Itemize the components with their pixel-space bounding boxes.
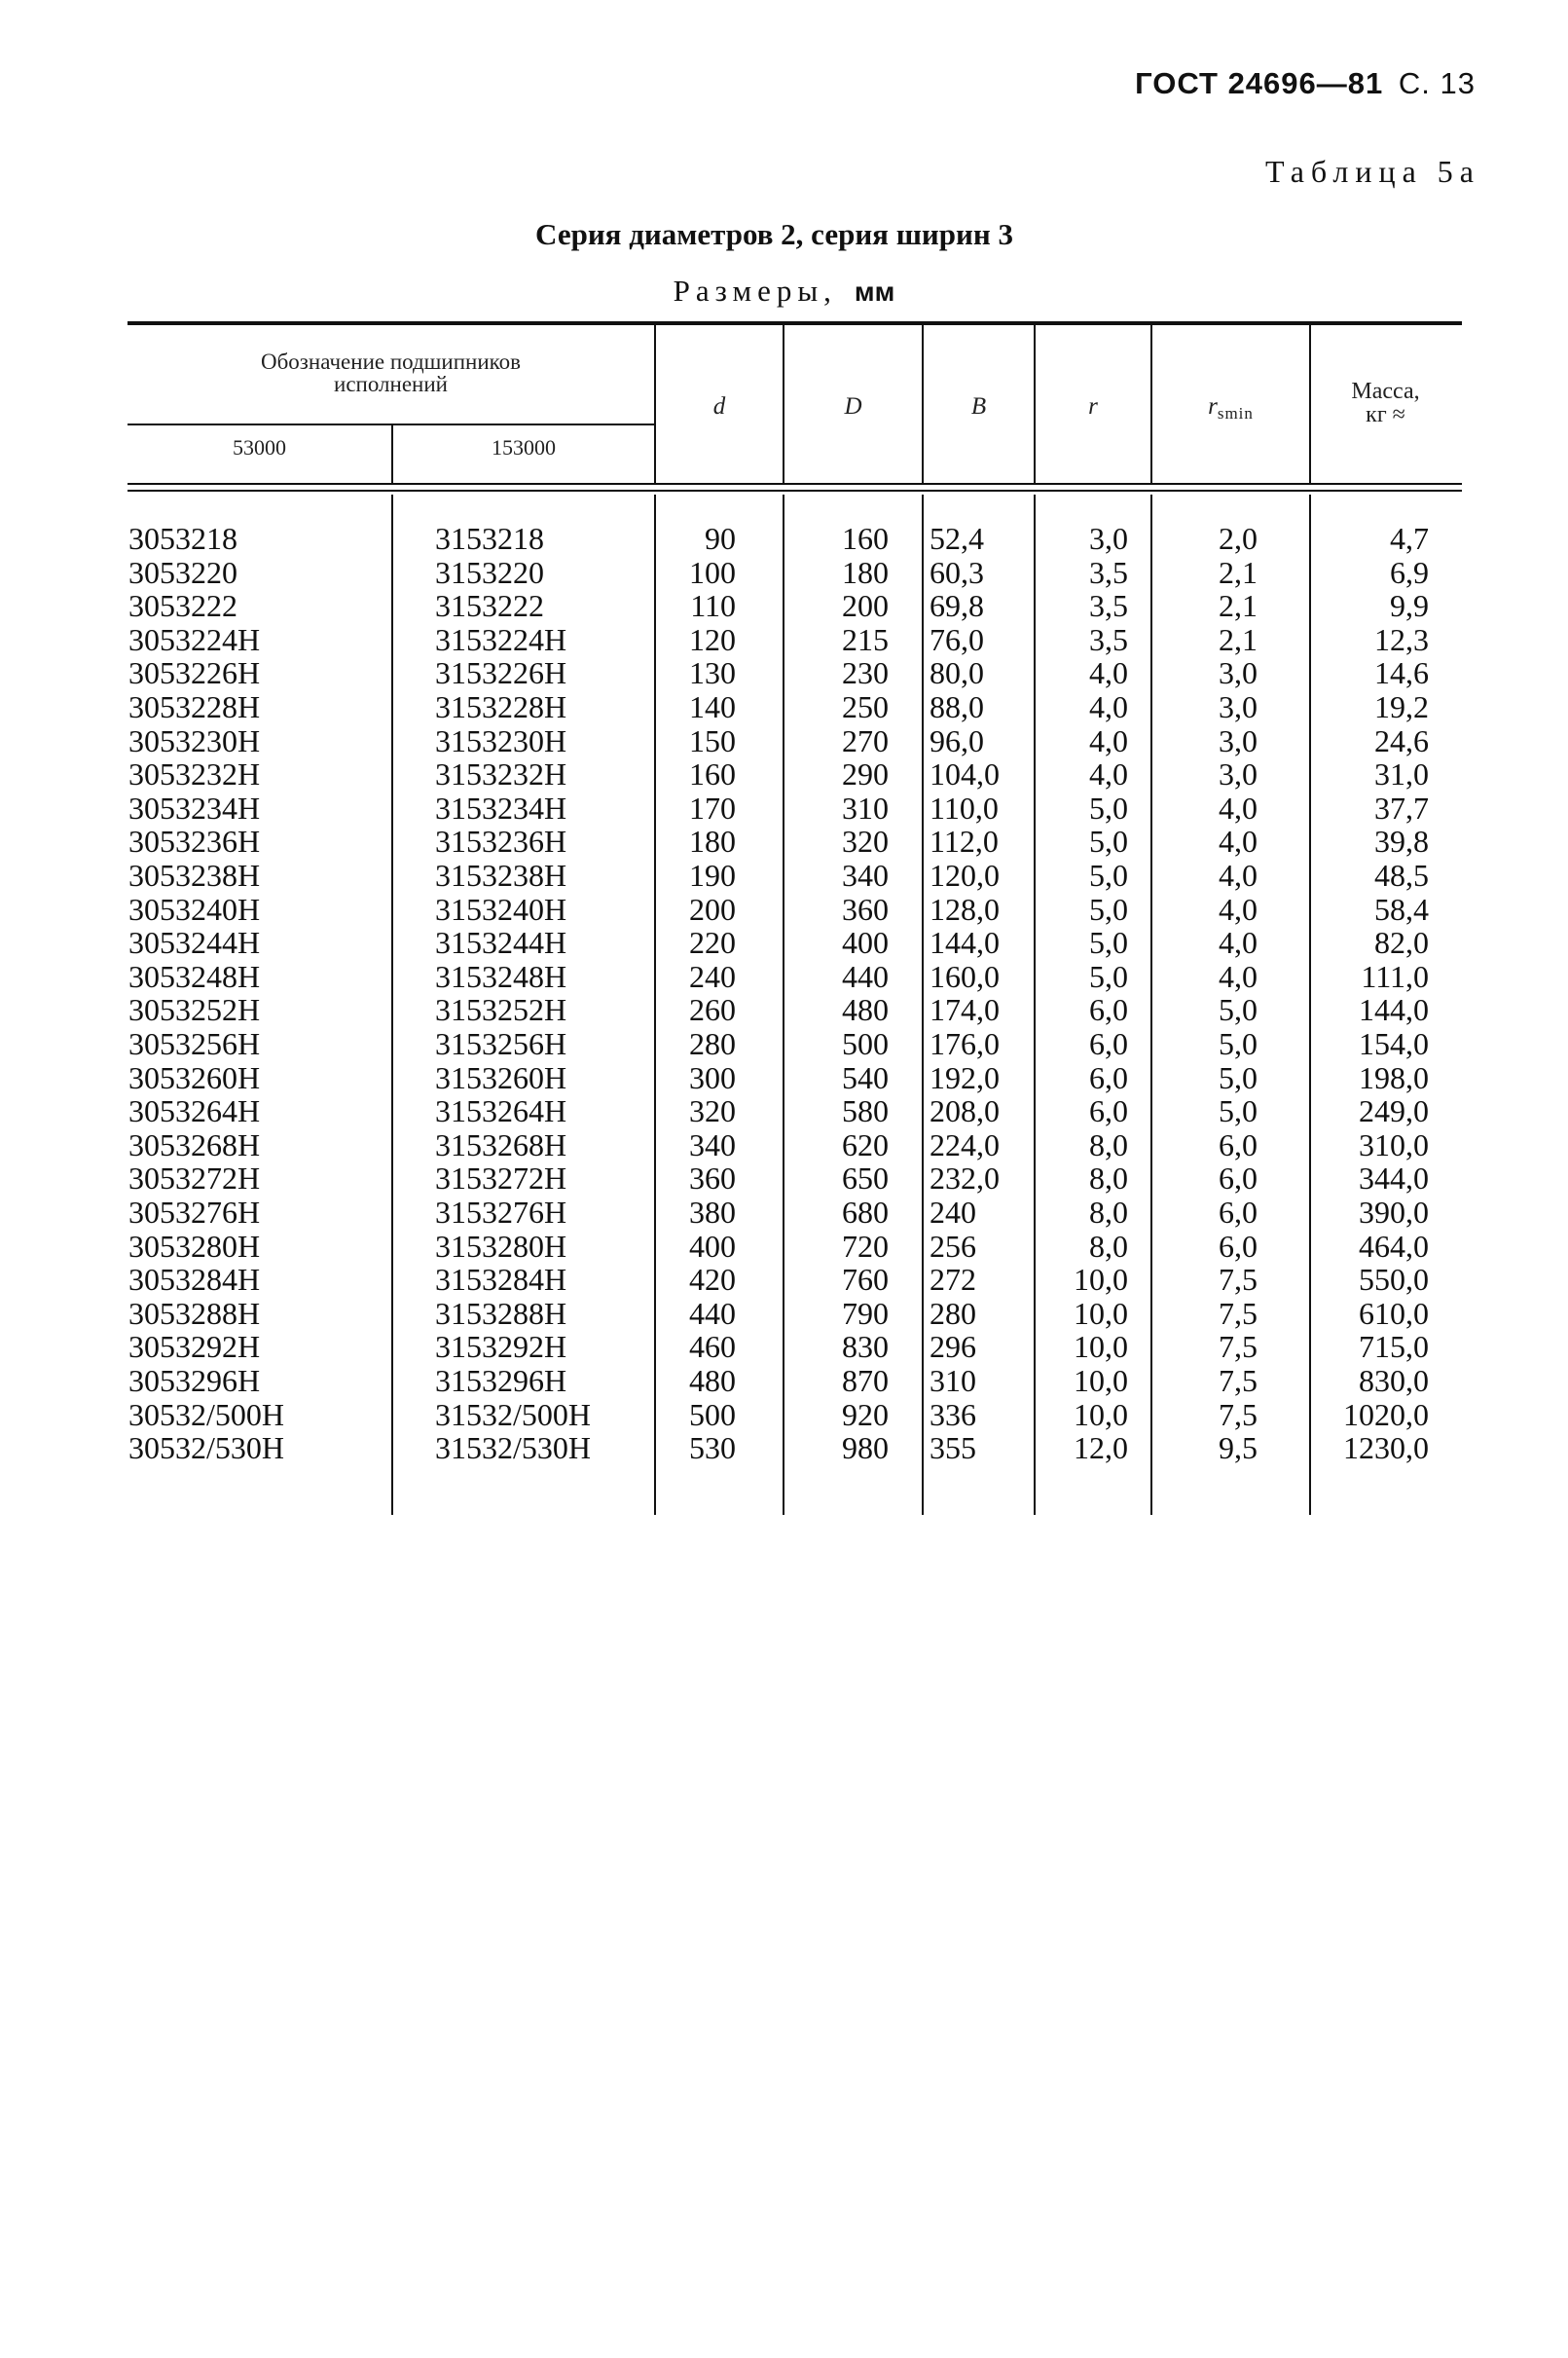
cell-D: 980 [842, 1430, 889, 1466]
cell-r: 6,0 [1089, 1026, 1128, 1061]
cell-B: 296 [930, 1329, 976, 1365]
cell-53000: 3053276H [128, 1195, 261, 1230]
cell-d: 190 [689, 858, 736, 893]
cell-153000: 3153222 [435, 588, 544, 624]
cell-r: 6,0 [1089, 1093, 1128, 1129]
cell-d: 130 [689, 655, 736, 691]
cell-D: 320 [842, 824, 889, 860]
cell-rsmin: 6,0 [1219, 1228, 1258, 1264]
cell-53000: 3053218 [128, 521, 237, 556]
cell-r: 12,0 [1074, 1430, 1128, 1466]
cell-153000: 3153260H [435, 1059, 567, 1095]
cell-D: 540 [842, 1059, 889, 1095]
cell-rsmin: 5,0 [1219, 1026, 1258, 1061]
cell-mass: 19,2 [1374, 689, 1429, 724]
cell-mass: 310,0 [1359, 1126, 1429, 1162]
cell-rsmin: 5,0 [1219, 1093, 1258, 1129]
cell-D: 680 [842, 1195, 889, 1230]
cell-153000: 3153236H [435, 824, 567, 860]
cell-mass: 154,0 [1359, 1026, 1429, 1061]
cell-B: 192,0 [930, 1059, 1000, 1095]
cell-53000: 3053238H [128, 858, 261, 893]
cell-B: 128,0 [930, 891, 1000, 927]
cell-d: 400 [689, 1228, 736, 1264]
cell-mass: 1020,0 [1343, 1396, 1429, 1432]
cell-r: 10,0 [1074, 1329, 1128, 1365]
header-rsmin-sub: smin [1217, 404, 1254, 423]
cell-mass: 249,0 [1359, 1093, 1429, 1129]
cell-d: 220 [689, 925, 736, 961]
cell-mass: 144,0 [1359, 992, 1429, 1028]
column-divider [1309, 495, 1311, 1515]
cell-d: 110 [690, 588, 736, 624]
cell-D: 650 [842, 1161, 889, 1197]
cell-r: 5,0 [1089, 824, 1128, 860]
cell-B: 174,0 [930, 992, 1000, 1028]
subheader-53000: 53000 [233, 435, 286, 460]
cell-r: 4,0 [1089, 689, 1128, 724]
cell-D: 920 [842, 1396, 889, 1432]
cell-B: 256 [930, 1228, 976, 1264]
cell-153000: 3153276H [435, 1195, 567, 1230]
cell-d: 440 [689, 1295, 736, 1331]
cell-rsmin: 4,0 [1219, 824, 1258, 860]
cell-53000: 3053252H [128, 992, 261, 1028]
cell-d: 320 [689, 1093, 736, 1129]
cell-53000: 3053232H [128, 756, 261, 792]
cell-B: 104,0 [930, 756, 1000, 792]
cell-D: 250 [842, 689, 889, 724]
cell-d: 100 [689, 554, 736, 590]
header-rsmin [1152, 393, 1309, 424]
cell-mass: 58,4 [1374, 891, 1429, 927]
cell-mass: 6,9 [1390, 554, 1429, 590]
cell-153000: 3153218 [435, 521, 544, 556]
cell-B: 176,0 [930, 1026, 1000, 1061]
cell-d: 300 [689, 1059, 736, 1095]
table-title [0, 217, 1568, 252]
cell-mass: 550,0 [1359, 1262, 1429, 1298]
cell-B: 112,0 [930, 824, 999, 860]
cell-d: 200 [689, 891, 736, 927]
cell-53000: 3053264H [128, 1093, 261, 1129]
cell-r: 10,0 [1074, 1363, 1128, 1398]
cell-mass: 9,9 [1390, 588, 1429, 624]
cell-153000: 3153226H [435, 655, 567, 691]
cell-mass: 82,0 [1374, 925, 1429, 961]
cell-rsmin: 4,0 [1219, 958, 1258, 994]
cell-d: 160 [689, 756, 736, 792]
cell-B: 336 [930, 1396, 976, 1432]
group-header-line1: Обозначение подшипников [260, 350, 521, 374]
cell-d: 380 [689, 1195, 736, 1230]
cell-D: 400 [842, 925, 889, 961]
cell-rsmin: 4,0 [1219, 858, 1258, 893]
cell-153000: 3153230H [435, 722, 567, 758]
header-mass [1309, 380, 1462, 426]
cell-D: 180 [842, 554, 889, 590]
cell-B: 310 [930, 1363, 976, 1398]
cell-mass: 344,0 [1359, 1161, 1429, 1197]
cell-153000: 3153296H [435, 1363, 567, 1398]
header-B: B [970, 393, 987, 420]
cell-mass: 31,0 [1374, 756, 1429, 792]
cell-rsmin: 3,0 [1219, 722, 1258, 758]
cell-153000: 3153292H [435, 1329, 567, 1365]
cell-153000: 3153280H [435, 1228, 567, 1264]
cell-rsmin: 2,1 [1219, 554, 1258, 590]
column-divider [1150, 495, 1152, 1515]
cell-d: 260 [689, 992, 736, 1028]
cell-53000: 3053280H [128, 1228, 261, 1264]
cell-B: 110,0 [930, 790, 999, 826]
cell-r: 8,0 [1089, 1228, 1128, 1264]
cell-mass: 1230,0 [1343, 1430, 1429, 1466]
cell-53000: 3053248H [128, 958, 261, 994]
cell-r: 10,0 [1074, 1396, 1128, 1432]
table-top-rule [128, 321, 1462, 325]
cell-53000: 30532/500H [128, 1396, 284, 1432]
cell-153000: 3153240H [435, 891, 567, 927]
cell-r: 4,0 [1089, 655, 1128, 691]
header-D: D [844, 393, 862, 420]
cell-rsmin: 5,0 [1219, 992, 1258, 1028]
cell-153000: 3153268H [435, 1126, 567, 1162]
cell-d: 90 [705, 521, 736, 556]
cell-r: 6,0 [1089, 1059, 1128, 1095]
table-label: Таблица 5а [1264, 154, 1480, 189]
cell-d: 120 [689, 621, 736, 657]
cell-153000: 3153224H [435, 621, 567, 657]
cell-r: 4,0 [1089, 722, 1128, 758]
cell-D: 310 [842, 790, 889, 826]
header-rsmin-base: r [1208, 393, 1218, 420]
subheader-153000: 153000 [492, 435, 556, 460]
cell-53000: 30532/530H [128, 1430, 284, 1466]
cell-D: 290 [842, 756, 889, 792]
table-title-text: Серия диаметров 2, серия ширин 3 [535, 217, 1013, 251]
cell-mass: 610,0 [1359, 1295, 1429, 1331]
cell-r: 4,0 [1089, 756, 1128, 792]
cell-53000: 3053256H [128, 1026, 261, 1061]
cell-53000: 3053226H [128, 655, 261, 691]
cell-rsmin: 6,0 [1219, 1195, 1258, 1230]
cell-mass: 111,0 [1361, 958, 1429, 994]
cell-r: 5,0 [1089, 858, 1128, 893]
cell-B: 272 [930, 1262, 976, 1298]
cell-53000: 3053244H [128, 925, 261, 961]
column-divider [922, 495, 924, 1515]
cell-d: 360 [689, 1161, 736, 1197]
cell-mass: 830,0 [1359, 1363, 1429, 1398]
cell-rsmin: 2,1 [1219, 621, 1258, 657]
units-caption [0, 274, 1568, 309]
cell-B: 208,0 [930, 1093, 1000, 1129]
cell-r: 5,0 [1089, 958, 1128, 994]
cell-r: 8,0 [1089, 1161, 1128, 1197]
cell-53000: 3053228H [128, 689, 261, 724]
cell-B: 224,0 [930, 1126, 1000, 1162]
cell-D: 580 [842, 1093, 889, 1129]
cell-153000: 3153248H [435, 958, 567, 994]
cell-D: 720 [842, 1228, 889, 1264]
cell-r: 8,0 [1089, 1126, 1128, 1162]
cell-mass: 48,5 [1374, 858, 1429, 893]
cell-rsmin: 7,5 [1219, 1329, 1258, 1365]
cell-mass: 198,0 [1359, 1059, 1429, 1095]
cell-B: 144,0 [930, 925, 1000, 961]
column-divider [391, 495, 393, 1515]
cell-53000: 3053236H [128, 824, 261, 860]
cell-B: 80,0 [930, 655, 984, 691]
cell-153000: 3153244H [435, 925, 567, 961]
units-unit: мм [854, 276, 895, 307]
cell-rsmin: 4,0 [1219, 891, 1258, 927]
cell-D: 340 [842, 858, 889, 893]
cell-d: 480 [689, 1363, 736, 1398]
cell-rsmin: 6,0 [1219, 1161, 1258, 1197]
cell-53000: 3053220 [128, 554, 237, 590]
cell-rsmin: 6,0 [1219, 1126, 1258, 1162]
cell-d: 500 [689, 1396, 736, 1432]
cell-53000: 3053268H [128, 1126, 261, 1162]
cell-B: 120,0 [930, 858, 1000, 893]
cell-mass: 37,7 [1374, 790, 1429, 826]
cell-rsmin: 5,0 [1219, 1059, 1258, 1095]
cell-D: 500 [842, 1026, 889, 1061]
cell-r: 3,5 [1089, 588, 1128, 624]
cell-d: 170 [689, 790, 736, 826]
cell-153000: 3153288H [435, 1295, 567, 1331]
cell-rsmin: 4,0 [1219, 925, 1258, 961]
cell-r: 5,0 [1089, 891, 1128, 927]
cell-d: 530 [689, 1430, 736, 1466]
cell-153000: 3153256H [435, 1026, 567, 1061]
header-mass-line1: Масса, [1351, 379, 1420, 404]
cell-d: 280 [689, 1026, 736, 1061]
cell-B: 69,8 [930, 588, 984, 624]
cell-r: 3,0 [1089, 521, 1128, 556]
cell-B: 76,0 [930, 621, 984, 657]
cell-153000: 31532/530H [435, 1430, 591, 1466]
header-d: d [712, 393, 726, 420]
cell-D: 480 [842, 992, 889, 1028]
cell-153000: 3153220 [435, 554, 544, 590]
cell-d: 180 [689, 824, 736, 860]
cell-mass: 24,6 [1374, 722, 1429, 758]
cell-d: 240 [689, 958, 736, 994]
cell-rsmin: 7,5 [1219, 1262, 1258, 1298]
cell-153000: 3153272H [435, 1161, 567, 1197]
cell-rsmin: 9,5 [1219, 1430, 1258, 1466]
cell-rsmin: 2,1 [1219, 588, 1258, 624]
cell-B: 240 [930, 1195, 976, 1230]
cell-D: 270 [842, 722, 889, 758]
units-label: Размеры, [673, 274, 837, 308]
cell-rsmin: 3,0 [1219, 655, 1258, 691]
cell-rsmin: 7,5 [1219, 1363, 1258, 1398]
cell-mass: 390,0 [1359, 1195, 1429, 1230]
cell-B: 232,0 [930, 1161, 1000, 1197]
header-r: r [1088, 393, 1098, 420]
cell-mass: 39,8 [1374, 824, 1429, 860]
cell-153000: 3153234H [435, 790, 567, 826]
cell-53000: 3053260H [128, 1059, 261, 1095]
cell-53000: 3053284H [128, 1262, 261, 1298]
cell-153000: 3153238H [435, 858, 567, 893]
cell-d: 460 [689, 1329, 736, 1365]
cell-mass: 4,7 [1390, 521, 1429, 556]
cell-153000: 3153228H [435, 689, 567, 724]
cell-rsmin: 3,0 [1219, 689, 1258, 724]
cell-mass: 14,6 [1374, 655, 1429, 691]
cell-53000: 3053222 [128, 588, 237, 624]
cell-mass: 464,0 [1359, 1228, 1429, 1264]
cell-53000: 3053230H [128, 722, 261, 758]
cell-53000: 3053234H [128, 790, 261, 826]
cell-rsmin: 2,0 [1219, 521, 1258, 556]
cell-D: 830 [842, 1329, 889, 1365]
cell-d: 150 [689, 722, 736, 758]
cell-rsmin: 3,0 [1219, 756, 1258, 792]
cell-B: 355 [930, 1430, 976, 1466]
cell-D: 870 [842, 1363, 889, 1398]
group-header [128, 350, 654, 395]
cell-r: 3,5 [1089, 621, 1128, 657]
page-number: С. 13 [1398, 66, 1476, 100]
cell-53000: 3053224H [128, 621, 261, 657]
cell-mass: 715,0 [1359, 1329, 1429, 1365]
cell-B: 96,0 [930, 722, 984, 758]
cell-B: 280 [930, 1295, 976, 1331]
cell-rsmin: 4,0 [1219, 790, 1258, 826]
cell-53000: 3053240H [128, 891, 261, 927]
column-divider [1034, 495, 1036, 1515]
cell-53000: 3053288H [128, 1295, 261, 1331]
cell-r: 10,0 [1074, 1295, 1128, 1331]
cell-r: 10,0 [1074, 1262, 1128, 1298]
cell-D: 620 [842, 1126, 889, 1162]
cell-r: 5,0 [1089, 790, 1128, 826]
cell-153000: 31532/500H [435, 1396, 591, 1432]
cell-D: 440 [842, 958, 889, 994]
group-header-line2: исполнений [334, 372, 448, 396]
cell-r: 8,0 [1089, 1195, 1128, 1230]
cell-D: 760 [842, 1262, 889, 1298]
header-bottom-rule-1 [128, 483, 1462, 485]
cell-D: 200 [842, 588, 889, 624]
cell-r: 6,0 [1089, 992, 1128, 1028]
cell-B: 60,3 [930, 554, 984, 590]
cell-mass: 12,3 [1374, 621, 1429, 657]
cell-153000: 3153232H [435, 756, 567, 792]
header-bottom-rule-2 [128, 490, 1462, 492]
standard-number: ГОСТ 24696—81 [1135, 66, 1384, 100]
cell-B: 52,4 [930, 521, 984, 556]
cell-r: 3,5 [1089, 554, 1128, 590]
cell-d: 140 [689, 689, 736, 724]
cell-53000: 3053296H [128, 1363, 261, 1398]
page-header [1135, 66, 1476, 101]
cell-D: 790 [842, 1295, 889, 1331]
cell-D: 160 [842, 521, 889, 556]
cell-153000: 3153252H [435, 992, 567, 1028]
cell-D: 230 [842, 655, 889, 691]
cell-53000: 3053272H [128, 1161, 261, 1197]
cell-d: 420 [689, 1262, 736, 1298]
cell-rsmin: 7,5 [1219, 1396, 1258, 1432]
cell-r: 5,0 [1089, 925, 1128, 961]
cell-53000: 3053292H [128, 1329, 261, 1365]
cell-D: 360 [842, 891, 889, 927]
cell-rsmin: 7,5 [1219, 1295, 1258, 1331]
cell-B: 88,0 [930, 689, 984, 724]
header-mass-line2: кг ≈ [1366, 402, 1405, 427]
cell-153000: 3153284H [435, 1262, 567, 1298]
cell-D: 215 [842, 621, 889, 657]
cell-d: 340 [689, 1126, 736, 1162]
cell-B: 160,0 [930, 958, 1000, 994]
cell-153000: 3153264H [435, 1093, 567, 1129]
